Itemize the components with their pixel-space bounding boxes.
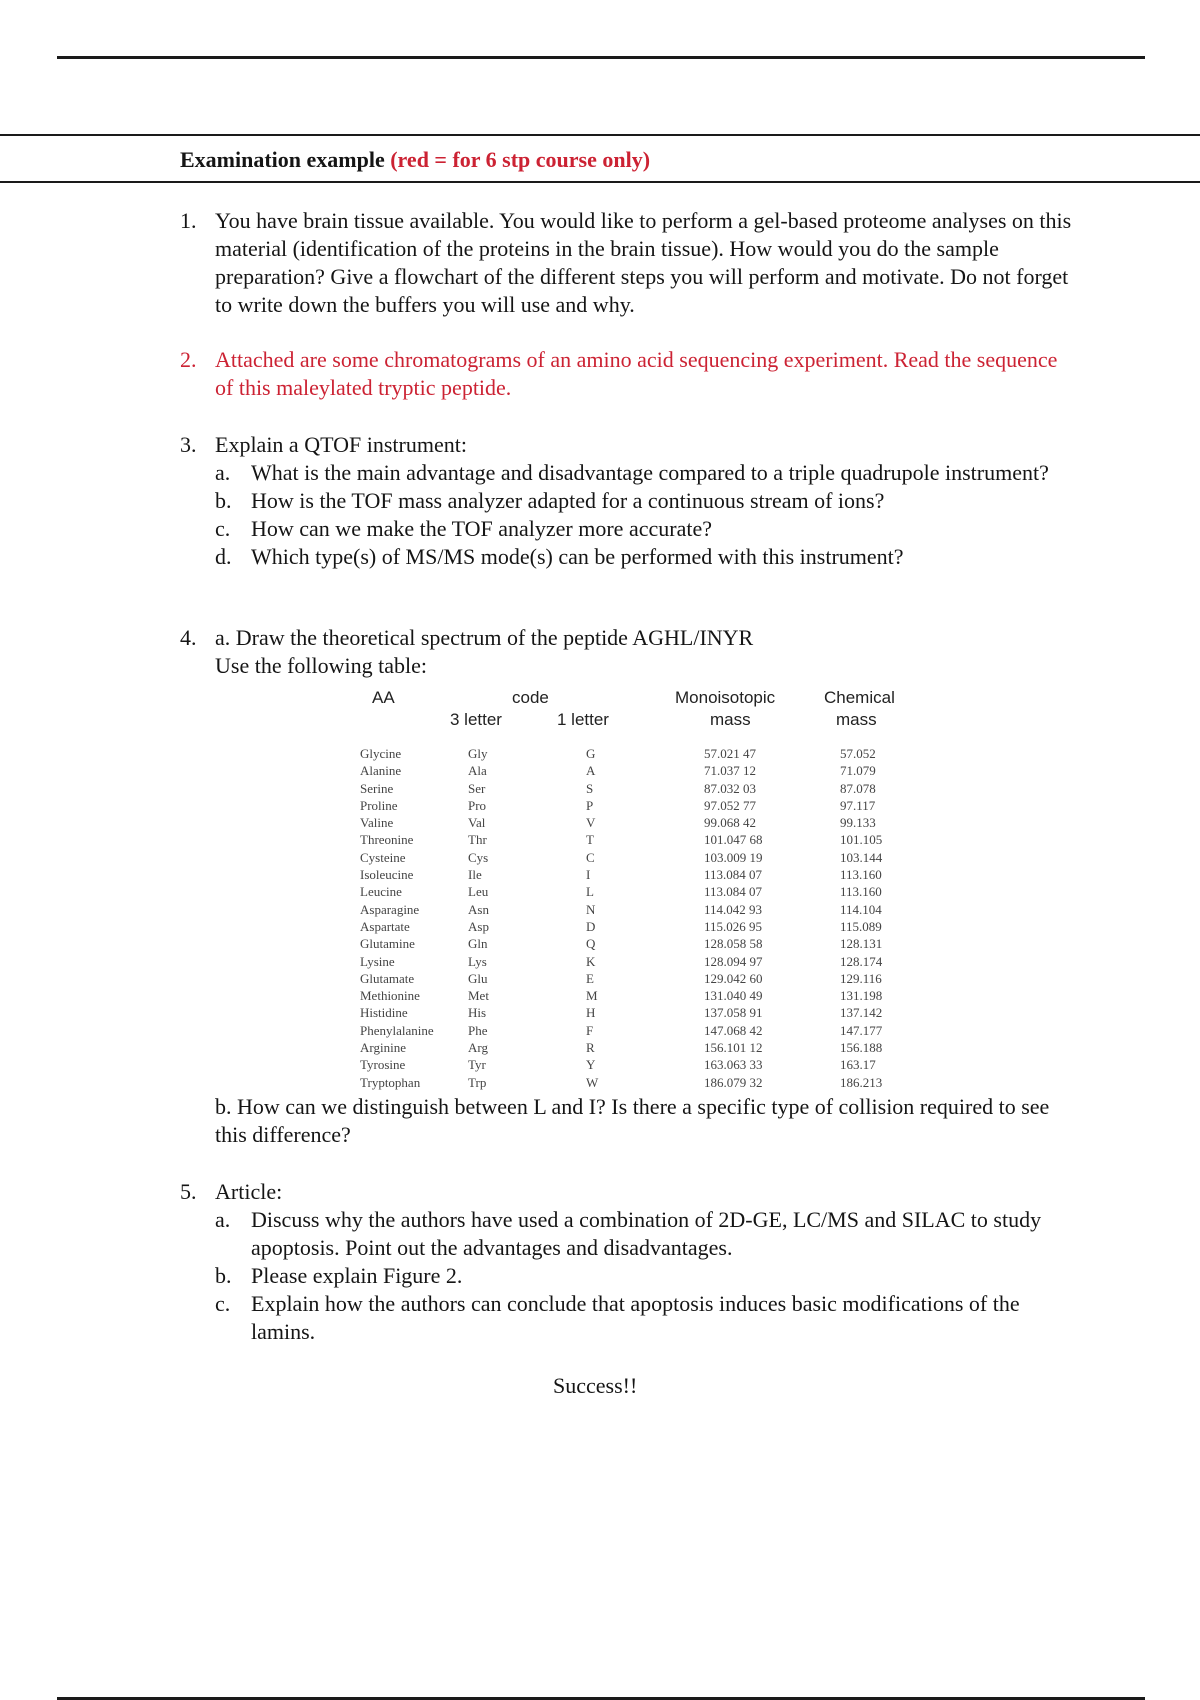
one-letter-code: T (586, 832, 594, 848)
amino-acid-name: Arginine (360, 1040, 406, 1056)
amino-acid-name: Asparagine (360, 901, 420, 917)
three-letter-code: Asp (468, 918, 489, 934)
one-letter-code: F (586, 1022, 594, 1038)
monoisotopic-mass: 128.094 97 (704, 953, 763, 969)
amino-acid-name: Lysine (360, 953, 395, 969)
amino-acid-name: Tryptophan (360, 1074, 421, 1090)
sub-question-c: c. Explain how the authors can conclude that apoptosis induces basic modifications of the lamins. (215, 1291, 1020, 1344)
title-text: Examination example (180, 147, 385, 172)
table-row (360, 1004, 900, 1021)
three-letter-code: Asn (468, 901, 489, 917)
amino-acid-name: Glutamate (360, 970, 415, 986)
monoisotopic-mass: 128.058 58 (704, 936, 763, 952)
monoisotopic-mass: 113.084 07 (704, 884, 763, 900)
table-row (360, 745, 900, 762)
header-top-rule (0, 134, 1200, 136)
three-letter-code: Val (468, 815, 486, 831)
chemical-mass: 101.105 (840, 832, 883, 848)
monoisotopic-mass: 186.079 32 (704, 1074, 763, 1090)
title-note: (red = for 6 stp course only) (390, 147, 651, 172)
sub-question-d: d. Which type(s) of MS/MS mode(s) can be performed with this instrument? (215, 544, 904, 569)
three-letter-code: Cys (468, 849, 489, 865)
monoisotopic-mass: 147.068 42 (704, 1022, 763, 1038)
chemical-mass: 128.131 (840, 936, 883, 952)
one-letter-code: G (586, 746, 596, 761)
sub-question-a: a. Discuss why the authors have used a combination of 2D-GE, LC/MS and SILAC to study apoptosis. Point out the advantages and disadvantages. (215, 1207, 1042, 1260)
chemical-mass: 129.116 (840, 970, 882, 986)
one-letter-code: C (586, 849, 595, 865)
amino-acid-name: Histidine (360, 1005, 408, 1021)
monoisotopic-mass: 137.058 91 (704, 1005, 763, 1021)
monoisotopic-mass: 129.042 60 (704, 970, 763, 986)
one-letter-code: D (586, 918, 596, 934)
three-letter-code: His (468, 1005, 487, 1021)
table-row (360, 901, 900, 918)
three-letter-code: Leu (468, 884, 489, 900)
three-letter-code: Tyr (468, 1057, 486, 1073)
three-letter-code: Gly (468, 746, 488, 761)
question-text: You have brain tissue available. You would like to perform a gel-based proteome analyses on this material (identification of the proteins in the brain tissue). How would you do the sample preparation? Give a flowchart of the different steps you will perform and motivate. Do not forget to write down the buffers you will use and why. (215, 208, 1072, 317)
table-row (360, 1022, 900, 1039)
one-letter-code: V (586, 815, 596, 831)
sub-question-b: b. How is the TOF mass analyzer adapted for a continuous stream of ions? (215, 488, 885, 513)
question-text: Attached are some chromatograms of an amino acid sequencing experiment. Read the sequence of this maleylated tryptic peptide. (215, 347, 1058, 400)
monoisotopic-mass: 97.052 77 (704, 797, 756, 813)
header-monoisotopic-mass: mass (710, 710, 751, 729)
question-4b (180, 1093, 1075, 1149)
chemical-mass: 186.213 (840, 1074, 883, 1090)
table-row (360, 849, 900, 866)
question-3 (180, 431, 1075, 571)
header-bottom-rule (0, 181, 1200, 183)
three-letter-code: Met (468, 988, 489, 1004)
amino-acid-name: Leucine (360, 884, 402, 900)
page-title (180, 147, 650, 173)
table-row (360, 987, 900, 1004)
chemical-mass: 103.144 (840, 849, 883, 865)
amino-acid-name: Alanine (360, 763, 402, 779)
one-letter-code: W (586, 1074, 599, 1090)
chemical-mass: 163.17 (840, 1057, 876, 1073)
table-row (360, 797, 900, 814)
table-body (360, 745, 900, 1091)
one-letter-code: L (586, 884, 594, 900)
three-letter-code: Phe (468, 1022, 488, 1038)
one-letter-code: M (586, 988, 598, 1004)
amino-acid-name: Glutamine (360, 936, 415, 952)
monoisotopic-mass: 71.037 12 (704, 763, 756, 779)
question-text-a: a. Draw the theoretical spectrum of the peptide AGHL/INYR (215, 625, 754, 650)
question-text: Explain a QTOF instrument: (215, 432, 467, 457)
table-row (360, 762, 900, 779)
sub-question-c: c. How can we make the TOF analyzer more accurate? (215, 516, 712, 541)
one-letter-code: A (586, 763, 596, 779)
three-letter-code: Glu (468, 970, 488, 986)
one-letter-code: Y (586, 1057, 596, 1073)
header-code: code (512, 688, 549, 707)
page-top-rule (57, 56, 1145, 59)
table-row (360, 1074, 900, 1091)
table-row (360, 780, 900, 797)
one-letter-code: Q (586, 936, 596, 952)
monoisotopic-mass: 113.084 07 (704, 867, 763, 883)
header-monoisotopic: Monoisotopic (675, 688, 776, 707)
sub-question-a: a. What is the main advantage and disadvantage compared to a triple quadrupole instrument? (215, 460, 1049, 485)
chemical-mass: 113.160 (840, 867, 882, 883)
amino-acid-name: Threonine (360, 832, 414, 848)
amino-acid-name: Aspartate (360, 918, 410, 934)
question-number: 5. (180, 1179, 197, 1204)
chemical-mass: 113.160 (840, 884, 882, 900)
chemical-mass: 115.089 (840, 918, 882, 934)
three-letter-code: Ala (468, 763, 487, 779)
header-chemical-mass: mass (836, 710, 877, 729)
question-number: 2. (180, 347, 197, 372)
amino-acid-name: Serine (360, 780, 394, 796)
question-5 (180, 1178, 1075, 1346)
monoisotopic-mass: 163.063 33 (704, 1057, 763, 1073)
question-text-use: Use the following table: (215, 653, 428, 678)
question-number: 1. (180, 208, 197, 233)
question-text: Article: (215, 1179, 283, 1204)
monoisotopic-mass: 99.068 42 (704, 815, 756, 831)
chemical-mass: 114.104 (840, 901, 882, 917)
amino-acid-name: Methionine (360, 988, 420, 1004)
chemical-mass: 131.198 (840, 988, 883, 1004)
table-row (360, 831, 900, 848)
question-1 (180, 207, 1075, 319)
monoisotopic-mass: 156.101 12 (704, 1040, 763, 1056)
monoisotopic-mass: 114.042 93 (704, 901, 763, 917)
three-letter-code: Pro (468, 797, 487, 813)
table-row (360, 814, 900, 831)
header-aa: AA (372, 688, 395, 707)
three-letter-code: Arg (468, 1040, 488, 1056)
one-letter-code: K (586, 953, 596, 969)
three-letter-code: Lys (468, 953, 487, 969)
question-4 (180, 624, 1075, 680)
three-letter-code: Ser (468, 780, 486, 796)
monoisotopic-mass: 131.040 49 (704, 988, 763, 1004)
monoisotopic-mass: 115.026 95 (704, 918, 763, 934)
header-one-letter: 1 letter (557, 710, 609, 729)
table-row (360, 1039, 900, 1056)
one-letter-code: P (586, 797, 594, 813)
success-text: Success!! (553, 1373, 638, 1398)
chemical-mass: 137.142 (840, 1005, 883, 1021)
monoisotopic-mass: 103.009 19 (704, 849, 763, 865)
table-row (360, 1056, 900, 1073)
question-text-b: b. How can we distinguish between L and I? Is there a specific type of collision required to see this difference? (215, 1094, 1050, 1147)
three-letter-code: Trp (468, 1074, 487, 1090)
one-letter-code: H (586, 1005, 596, 1021)
one-letter-code: S (586, 780, 594, 796)
chemical-mass: 156.188 (840, 1040, 883, 1056)
monoisotopic-mass: 57.021 47 (704, 746, 756, 761)
header-three-letter: 3 letter (450, 710, 502, 729)
question-number: 4. (180, 625, 197, 650)
one-letter-code: N (586, 901, 596, 917)
table-row (360, 883, 900, 900)
amino-acid-name: Proline (360, 797, 398, 813)
question-2 (180, 346, 1075, 402)
table-row (360, 935, 900, 952)
header-chemical: Chemical (824, 688, 895, 707)
amino-acid-name: Valine (360, 815, 394, 831)
chemical-mass: 147.177 (840, 1022, 883, 1038)
table-row (360, 953, 900, 970)
amino-acid-name: Glycine (360, 746, 402, 761)
one-letter-code: I (586, 867, 591, 883)
amino-acid-name: Phenylalanine (360, 1022, 434, 1038)
one-letter-code: E (586, 970, 594, 986)
one-letter-code: R (586, 1040, 595, 1056)
amino-acid-name: Cysteine (360, 849, 406, 865)
chemical-mass: 128.174 (840, 953, 883, 969)
three-letter-code: Ile (468, 867, 482, 883)
question-number: 3. (180, 432, 197, 457)
chemical-mass: 97.117 (840, 797, 876, 813)
table-row (360, 918, 900, 935)
chemical-mass: 99.133 (840, 815, 876, 831)
chemical-mass: 71.079 (840, 763, 876, 779)
table-row (360, 970, 900, 987)
amino-acid-name: Isoleucine (360, 867, 414, 883)
sub-question-b: b. Please explain Figure 2. (215, 1263, 463, 1288)
chemical-mass: 87.078 (840, 780, 876, 796)
three-letter-code: Thr (468, 832, 487, 848)
amino-acid-name: Tyrosine (360, 1057, 406, 1073)
chemical-mass: 57.052 (840, 746, 876, 761)
monoisotopic-mass: 101.047 68 (704, 832, 763, 848)
monoisotopic-mass: 87.032 03 (704, 780, 756, 796)
table-row (360, 866, 900, 883)
three-letter-code: Gln (468, 936, 488, 952)
